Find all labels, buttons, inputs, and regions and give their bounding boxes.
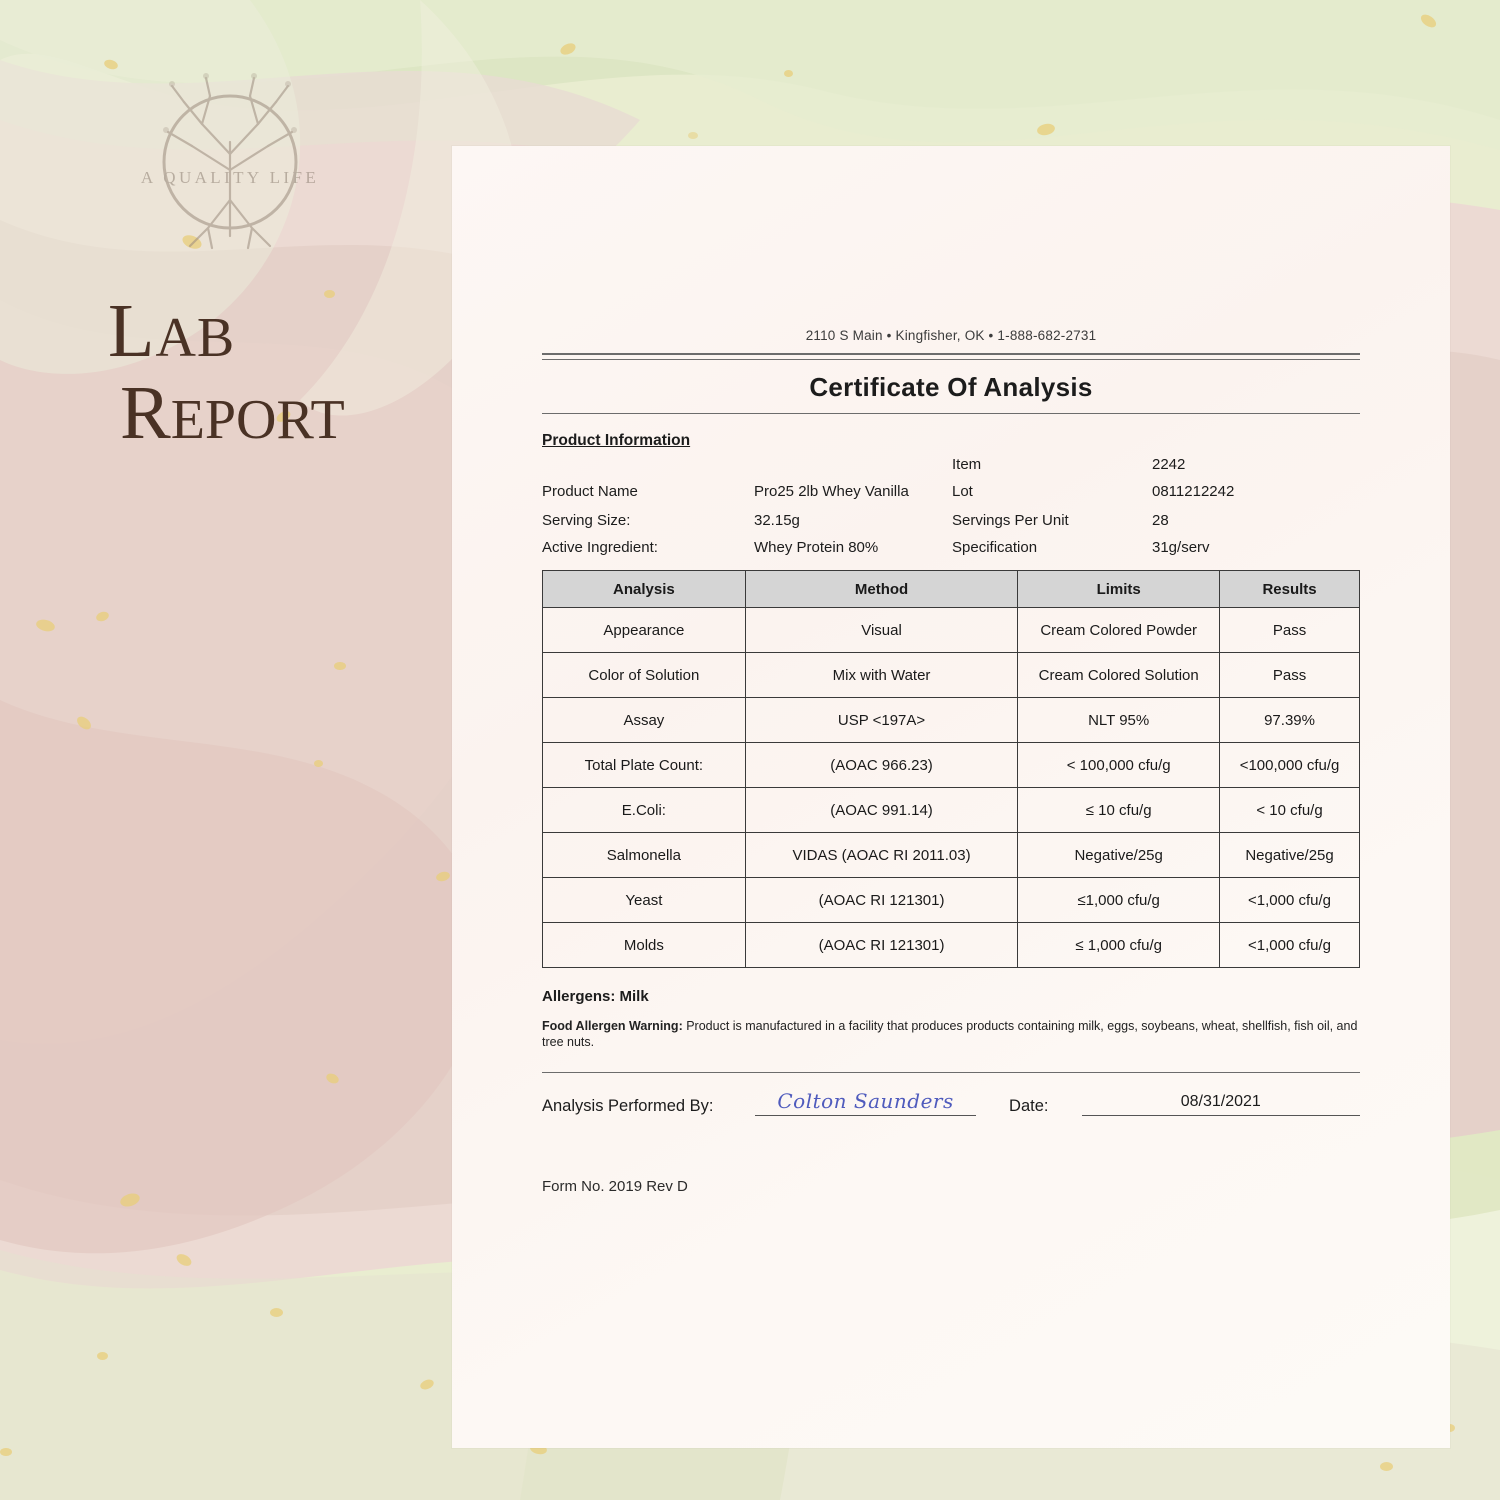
cell-limits: < 100,000 cfu/g bbox=[1018, 743, 1220, 788]
cell-analysis: E.Coli: bbox=[543, 788, 746, 833]
cell-method: (AOAC 966.23) bbox=[745, 743, 1018, 788]
product-name-label: Product Name bbox=[542, 483, 638, 500]
cell-analysis: Yeast bbox=[543, 878, 746, 923]
food-allergen-warning bbox=[542, 1019, 1360, 1050]
cell-results: Pass bbox=[1220, 653, 1360, 698]
table-row bbox=[543, 833, 1360, 878]
divider-above-signature bbox=[542, 1072, 1360, 1073]
tree-of-life-icon bbox=[80, 50, 380, 265]
serving-size-label: Serving Size: bbox=[542, 512, 631, 529]
form-number: Form No. 2019 Rev D bbox=[542, 1178, 688, 1196]
analysis-table bbox=[542, 570, 1360, 968]
cell-results: <1,000 cfu/g bbox=[1220, 923, 1360, 968]
lab-report-title bbox=[108, 289, 460, 456]
cell-method: VIDAS (AOAC RI 2011.03) bbox=[745, 833, 1018, 878]
brand-tagline: A QUALITY LIFE bbox=[140, 168, 320, 187]
cell-analysis: Assay bbox=[543, 698, 746, 743]
cell-method: Visual bbox=[745, 608, 1018, 653]
column-header-method: Method bbox=[745, 571, 1018, 608]
divider-double-top bbox=[542, 353, 1360, 360]
table-row bbox=[543, 743, 1360, 788]
info-row-active-ingredient bbox=[542, 539, 1360, 556]
food-allergen-warning-text: Product is manufactured in a facility that produces products containing milk, eggs, soybeans, wheat, shellfish, fish oil, and tree nuts. bbox=[542, 1019, 1358, 1049]
spacer-cell bbox=[754, 456, 952, 473]
product-name-value: Pro25 2lb Whey Vanilla bbox=[754, 483, 909, 500]
cell-method: Mix with Water bbox=[745, 653, 1018, 698]
cell-limits: ≤1,000 cfu/g bbox=[1018, 878, 1220, 923]
certificate-sheet bbox=[452, 146, 1450, 1448]
cell-limits: ≤ 10 cfu/g bbox=[1018, 788, 1220, 833]
product-information-grid bbox=[542, 456, 1360, 556]
cell-results: Negative/25g bbox=[1220, 833, 1360, 878]
table-row bbox=[543, 878, 1360, 923]
cell-limits: Cream Colored Powder bbox=[1018, 608, 1220, 653]
table-row bbox=[543, 698, 1360, 743]
cell-results: < 10 cfu/g bbox=[1220, 788, 1360, 833]
cell-analysis: Color of Solution bbox=[543, 653, 746, 698]
table-row bbox=[543, 923, 1360, 968]
table-row bbox=[543, 653, 1360, 698]
company-address: 2110 S Main • Kingfisher, OK • 1-888-682-2731 bbox=[805, 328, 1097, 343]
analysis-performed-by-label: Analysis Performed By: bbox=[542, 1097, 714, 1116]
product-information-heading: Product Information bbox=[542, 432, 691, 449]
cell-method: (AOAC 991.14) bbox=[745, 788, 1018, 833]
item-value: 2242 bbox=[1152, 456, 1186, 473]
column-header-analysis: Analysis bbox=[543, 571, 746, 608]
cell-results: <1,000 cfu/g bbox=[1220, 878, 1360, 923]
serving-size-value: 32.15g bbox=[754, 512, 800, 529]
cell-analysis: Molds bbox=[543, 923, 746, 968]
report-title-rest: EPORT bbox=[170, 389, 345, 452]
servings-per-unit-label: Servings Per Unit bbox=[952, 512, 1069, 529]
lot-label: Lot bbox=[952, 483, 973, 500]
spacer-cell bbox=[542, 456, 754, 473]
report-title-cap: R bbox=[120, 371, 171, 456]
brand-block bbox=[60, 50, 460, 456]
info-row-item bbox=[542, 456, 1360, 473]
table-row bbox=[543, 788, 1360, 833]
cell-method: (AOAC RI 121301) bbox=[745, 878, 1018, 923]
specification-value: 31g/serv bbox=[1152, 539, 1210, 556]
cell-analysis: Total Plate Count: bbox=[543, 743, 746, 788]
cell-results: 97.39% bbox=[1220, 698, 1360, 743]
cell-analysis: Salmonella bbox=[543, 833, 746, 878]
document-title: Certificate Of Analysis bbox=[809, 372, 1093, 402]
analyst-signature: Colton Saunders bbox=[777, 1089, 954, 1114]
specification-label: Specification bbox=[952, 539, 1038, 556]
signature-field bbox=[755, 1089, 976, 1116]
info-row-serving-size bbox=[542, 512, 1360, 529]
table-header-row bbox=[543, 571, 1360, 608]
allergens-line: Allergens: Milk bbox=[542, 988, 649, 1005]
item-label: Item bbox=[952, 456, 982, 473]
servings-per-unit-value: 28 bbox=[1152, 512, 1169, 529]
cell-method: USP <197A> bbox=[745, 698, 1018, 743]
date-value: 08/31/2021 bbox=[1082, 1093, 1360, 1116]
cell-method: (AOAC RI 121301) bbox=[745, 923, 1018, 968]
signature-row bbox=[542, 1089, 1360, 1116]
cell-limits: Negative/25g bbox=[1018, 833, 1220, 878]
cell-results: Pass bbox=[1220, 608, 1360, 653]
cell-limits: Cream Colored Solution bbox=[1018, 653, 1220, 698]
cell-limits: ≤ 1,000 cfu/g bbox=[1018, 923, 1220, 968]
active-ingredient-value: Whey Protein 80% bbox=[754, 539, 879, 556]
cell-results: <100,000 cfu/g bbox=[1220, 743, 1360, 788]
cell-analysis: Appearance bbox=[543, 608, 746, 653]
table-row bbox=[543, 608, 1360, 653]
date-label: Date: bbox=[1009, 1097, 1049, 1116]
cell-limits: NLT 95% bbox=[1018, 698, 1220, 743]
column-header-limits: Limits bbox=[1018, 571, 1220, 608]
lab-title-cap: L bbox=[108, 289, 156, 373]
lot-value: 0811212242 bbox=[1152, 483, 1235, 500]
lab-title-rest: AB bbox=[155, 307, 236, 369]
product-information-heading-wrap bbox=[542, 414, 1360, 450]
info-row-product-name bbox=[542, 483, 1360, 500]
active-ingredient-label: Active Ingredient: bbox=[542, 539, 658, 556]
food-allergen-warning-label: Food Allergen Warning: bbox=[542, 1019, 683, 1033]
column-header-results: Results bbox=[1220, 571, 1360, 608]
